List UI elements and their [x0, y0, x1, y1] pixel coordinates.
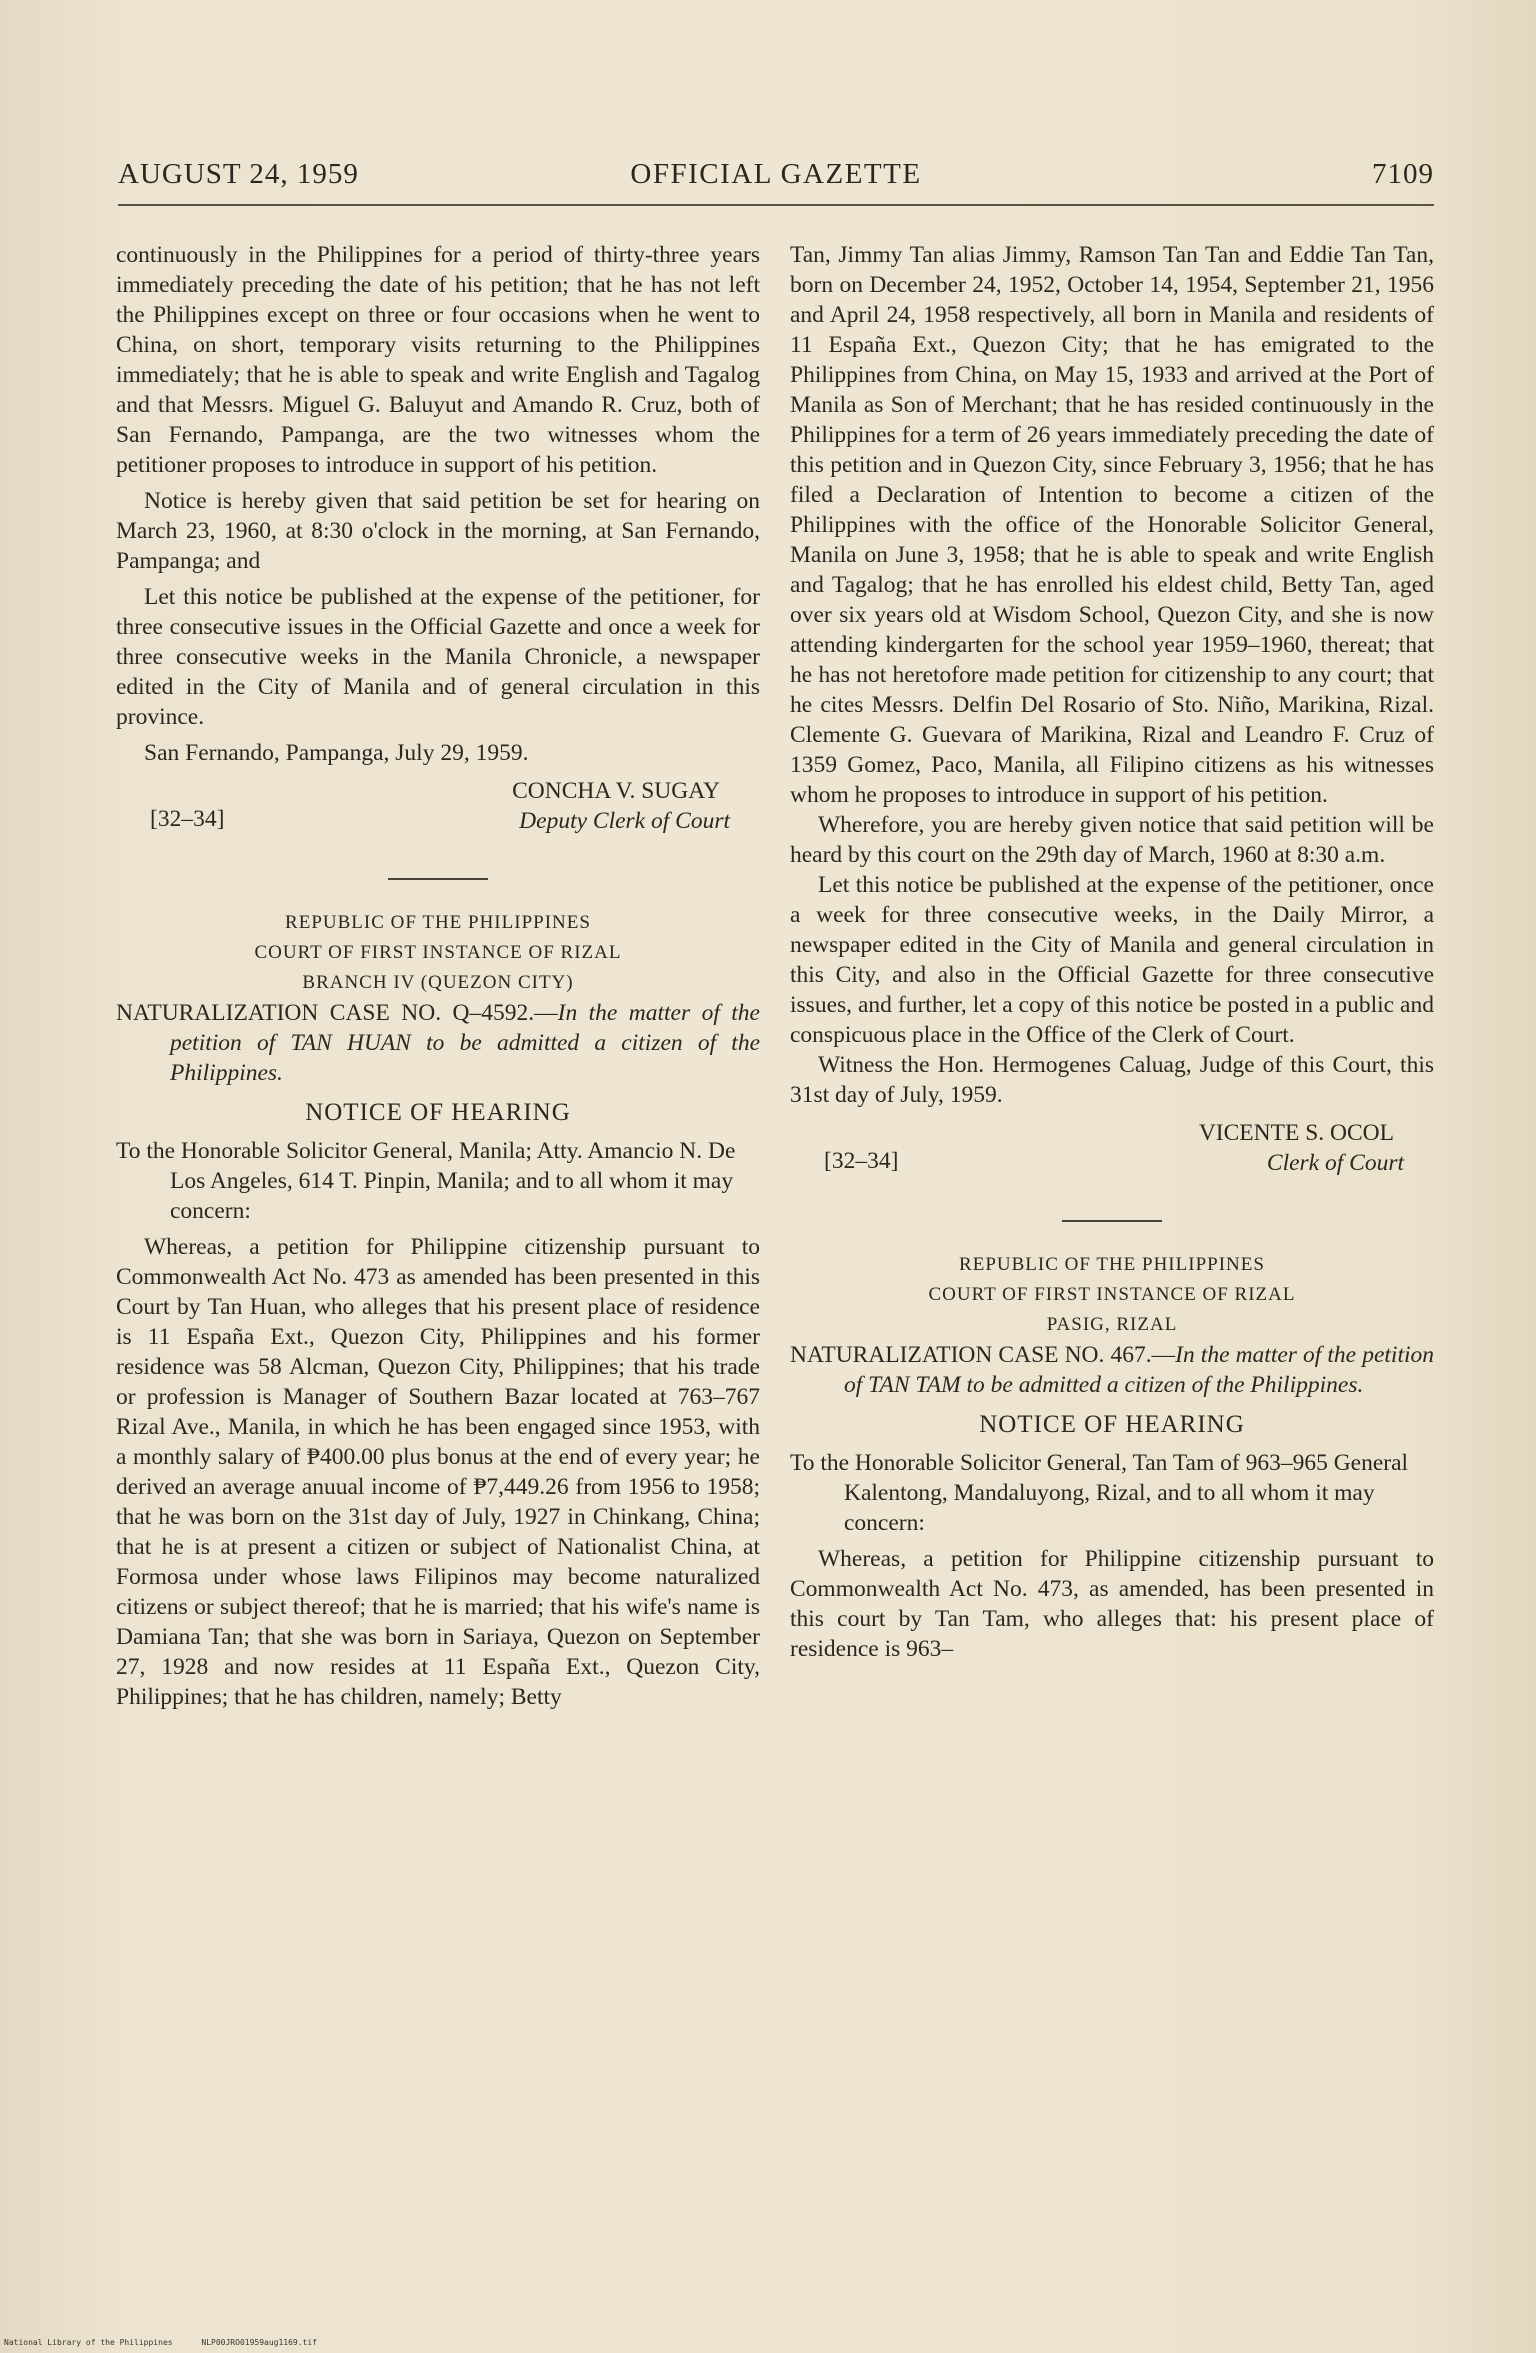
court-line: REPUBLIC OF THE PHILIPPINES [959, 1254, 1265, 1275]
issue-reference: [32–34] [824, 1148, 899, 1174]
petition-body: Whereas, a petition for Philippine citizenship pursuant to Commonwealth Act No. 473, as amended, has been presented in this court by Tan Tam, who alleges that: his present place of residence is 963– [790, 1546, 1434, 1662]
place-date-line: San Fernando, Pampanga, July 29, 1959. [144, 740, 529, 766]
publication-order-paragraph: Let this notice be published at the expense of the petitioner, once a week for three consecutive weeks, in the Daily Mirror, a newspaper edited in the City of Manila and general circulation in this City, and also in the Official Gazette for three consecutive issues, and further, let a copy of this notice be posted in a public and conspicuous place in the Office of the Clerk of Court. [790, 872, 1434, 1048]
court-line: PASIG, RIZAL [1046, 1314, 1178, 1335]
petition-body: Whereas, a petition for Philippine citizenship pursuant to Commonwealth Act No. 473 as amended has been presented in this Court by Tan Huan, who alleges that his present place of residence is 11 España Ext., Quezon City, Philippines and his former residence was 58 Alcman, Quezon City, Philippines; that his trade or profession is Manager of Southern Bazar located at 763–767 Rizal Ave., Manila, in which he has been engaged since 1953, with a monthly salary of ₱400.00 plus bonus at the end of every year; he derived an average anuual income of ₱7,449.26 from 1956 to 1958; that he was born on the 31st day of July, 1927 in Chinkang, China; that he is at present a citizen or subject of Nationalist China, at Formosa under whose laws Filipinos may become naturalized citizens or subject thereof; that he is married; that his wife's name is Damiana Tan; that she was born in Sariaya, Quezon on September 27, 1928 and now resides at 11 España Ext., Quezon City, Philippines; that he has children, namely; Betty [116, 1234, 760, 1710]
left-column [116, 240, 760, 1712]
section-divider [388, 878, 488, 880]
court-line: COURT OF FIRST INSTANCE OF RIZAL [254, 942, 622, 963]
signatory-title: Clerk of Court [1266, 1150, 1404, 1176]
witness-paragraph: Witness the Hon. Hermogenes Caluag, Judge of this Court, this 31st day of July, 1959. [790, 1052, 1434, 1108]
header-rule [118, 204, 1434, 206]
right-column [790, 240, 1434, 1664]
court-line: COURT OF FIRST INSTANCE OF RIZAL [928, 1284, 1296, 1305]
notice-heading: NOTICE OF HEARING [305, 1099, 571, 1126]
case-number: NATURALIZATION CASE NO. Q–4592.— [116, 1000, 558, 1026]
continued-paragraph: continuously in the Philippines for a period of thirty-three years immediately preceding the date of his petition; that he has not left the Philippines except on three or four occasions when he went to China, on short, temporary visits returning to the Philippines immediately; that he is able to speak and write English and Tagalog and that Messrs. Miguel G. Baluyut and Amando R. Cruz, both of San Fernando, Pampanga, are the two witnesses whom the petitioner proposes to introduce in support of his petition. [116, 242, 760, 478]
case-caption [116, 998, 760, 1088]
case-number: NATURALIZATION CASE NO. 467.— [790, 1342, 1176, 1368]
publication-title: OFFICIAL GAZETTE [630, 158, 922, 190]
publication-order-paragraph: Let this notice be published at the expense of the petitioner, for three consecutive issues in the Official Gazette and once a week for three consecutive weeks in the Manila Chronicle, a newspaper edited in the City of Manila and of general circulation in this province. [116, 584, 760, 730]
signature-block [116, 776, 760, 838]
signatory-name: VICENTE S. OCOL [1198, 1120, 1394, 1146]
section-divider [1062, 1220, 1162, 1222]
scan-filename: NLP00JRO01959aug1169.tif [201, 2338, 317, 2347]
hearing-notice-paragraph: Notice is hereby given that said petition be set for hearing on March 23, 1960, at 8:30 o'clock in the morning, at San Fernando, Pampanga; and [116, 488, 760, 574]
wherefore-paragraph: Wherefore, you are hereby given notice that said petition will be heard by this court on the 29th day of March, 1960 at 8:30 a.m. [790, 812, 1434, 868]
addressees: To the Honorable Solicitor General, Manila; Atty. Amancio N. De Los Angeles, 614 T. Pinpin, Manila; and to all whom it may concern: [116, 1138, 736, 1224]
court-line: BRANCH IV (QUEZON CITY) [302, 972, 574, 993]
page-header [118, 158, 1434, 198]
issue-date: AUGUST 24, 1959 [118, 158, 359, 190]
scan-footer [4, 2338, 341, 2347]
court-heading [116, 908, 760, 998]
addressees: To the Honorable Solicitor General, Tan Tam of 963–965 General Kalentong, Mandaluyong, Rizal, and to all whom it may concern: [790, 1450, 1409, 1536]
court-heading [790, 1250, 1434, 1340]
continued-paragraph: Tan, Jimmy Tan alias Jimmy, Ramson Tan Tan and Eddie Tan Tan, born on December 24, 1952, October 14, 1954, September 21, 1956 and April 24, 1958 respectively, all born in Manila and residents of 11 España Ext., Quezon City; that he has emigrated to the Philippines from China, on May 15, 1933 and arrived at the Port of Manila as Son of Merchant; that he has resided continuously in the Philippines for a term of 26 years immediately preceding the date of this petition and in Quezon City, since February 3, 1956; that he has filed a Declaration of Intention to become a citizen of the Philippines with the office of the Honorable Solicitor General, Manila on June 3, 1958; that he is able to speak and write English and Tagalog; that he has enrolled his eldest child, Betty Tan, aged over six years old at Wisdom School, Quezon City, and she is now attending kindergarten for the school year 1959–1960, thereat; that he has not heretofore made petition for citizenship to any court; that he cites Messrs. Delfin Del Rosario of Sto. Niño, Marikina, Rizal. Clemente G. Guevara of Marikina, Rizal and Leandro F. Cruz of 1359 Gomez, Paco, Manila, all Filipino citizens as his witnesses whom he proposes to introduce in support of his petition. [790, 242, 1434, 808]
case-title: In the matter of the petition of TAN HUAN to be admitted a citizen of the Philippines. [170, 1000, 760, 1086]
signatory-name: CONCHA V. SUGAY [512, 778, 720, 804]
court-line: REPUBLIC OF THE PHILIPPINES [285, 912, 591, 933]
source-library: National Library of the Philippines [4, 2338, 173, 2347]
case-title: In the matter of the petition of TAN TAM to be admitted a citizen of the Philippines. [844, 1342, 1434, 1398]
case-caption [790, 1340, 1434, 1400]
signatory-title: Deputy Clerk of Court [519, 808, 730, 834]
page-number: 7109 [1372, 158, 1434, 190]
notice-heading: NOTICE OF HEARING [979, 1411, 1245, 1438]
issue-reference: [32–34] [150, 806, 225, 832]
signature-block [790, 1118, 1434, 1180]
